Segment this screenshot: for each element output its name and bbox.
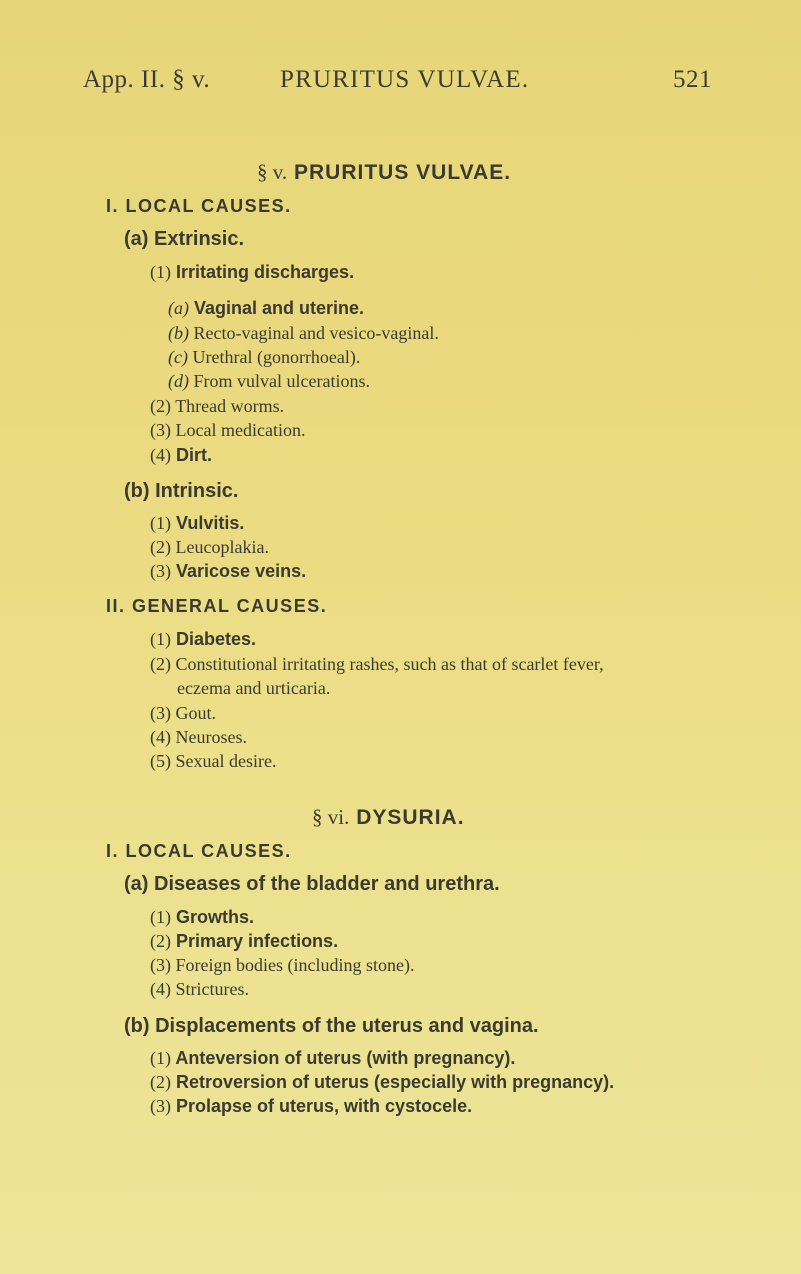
header-title: PRURITUS VULVAE. [280, 66, 530, 93]
item-number: (1) [150, 513, 171, 533]
item-text: Strictures. [175, 979, 249, 999]
item-text: Sexual desire. [175, 751, 277, 771]
item-number: (2) [150, 931, 171, 951]
item-number: (2) [150, 537, 171, 557]
item-text: Growths. [176, 907, 255, 927]
bladder-item-3 [150, 955, 414, 976]
item-number: (3) [150, 955, 171, 975]
subitem-letter: (b) [168, 323, 189, 343]
section-vi-title-text: DYSURIA. [356, 806, 465, 829]
subitem-text: Urethral (gonorrhoeal). [192, 347, 361, 367]
subitem-c [168, 347, 360, 368]
general-item-3 [150, 703, 216, 724]
item-number: (4) [150, 727, 171, 747]
subitem-a [168, 298, 364, 319]
item-number: (3) [150, 420, 171, 440]
item-number: (4) [150, 979, 171, 999]
item-text: Leucoplakia. [175, 537, 269, 557]
subitem-text: Recto-vaginal and vesico-vaginal. [193, 323, 439, 343]
item-number: (4) [150, 445, 171, 465]
subitem-letter: (a) [168, 298, 189, 318]
bladder-item-2 [150, 931, 338, 952]
item-number: (3) [150, 703, 171, 723]
general-item-5 [150, 751, 276, 772]
bladder-item-4 [150, 979, 249, 1000]
item-text: Irritating discharges. [176, 262, 355, 282]
subitem-letter: (c) [168, 347, 188, 367]
subitem-text: From vulval ulcerations. [193, 371, 370, 391]
uterus-heading: (b) Displacements of the uterus and vagina. [124, 1015, 539, 1037]
subitem-d [168, 371, 370, 392]
item-text: Local medication. [175, 420, 306, 440]
bladder-heading: (a) Diseases of the bladder and urethra. [124, 873, 500, 895]
uterus-item-1 [150, 1048, 515, 1069]
item-text: Gout. [175, 703, 216, 723]
general-item-2-continuation: eczema and urticaria. [177, 678, 331, 698]
item-text: Prolapse of uterus, with cystocele. [176, 1096, 473, 1116]
intrinsic-item-2 [150, 537, 269, 558]
item-number: (3) [150, 561, 171, 581]
running-header [0, 66, 801, 106]
item-number: (3) [150, 1096, 171, 1116]
item-text: Retroversion of uterus (especially with pregnancy). [176, 1072, 615, 1092]
item-number: (2) [150, 654, 171, 674]
item-number: (5) [150, 751, 171, 771]
item-number: (1) [150, 262, 171, 282]
uterus-item-2 [150, 1072, 614, 1093]
bladder-item-1 [150, 907, 254, 928]
item-text: Primary infections. [176, 931, 339, 951]
item-text: Thread worms. [175, 396, 285, 416]
extrinsic-item-2 [150, 396, 284, 417]
section-v-title-text: PRURITUS VULVAE. [293, 161, 512, 184]
subitem-b [168, 323, 439, 344]
item-text: Diabetes. [176, 629, 257, 649]
item-number: (1) [150, 907, 171, 927]
general-item-4 [150, 727, 247, 748]
item-number: (1) [150, 1048, 171, 1068]
extrinsic-item-3 [150, 420, 305, 441]
section-vi-title [312, 805, 465, 830]
section-vi-prefix: § vi. [312, 805, 350, 829]
item-text: Foreign bodies (including stone). [175, 955, 415, 975]
item-number: (2) [150, 396, 171, 416]
intrinsic-item-1 [150, 513, 244, 534]
item-text: Varicose veins. [176, 561, 307, 581]
section-v-title [257, 160, 511, 185]
uterus-item-3 [150, 1096, 472, 1117]
dysuria-local-causes-heading: I. LOCAL CAUSES. [106, 841, 292, 861]
extrinsic-item-1 [150, 262, 354, 283]
subitem-letter: (d) [168, 371, 189, 391]
item-text: Dirt. [176, 445, 213, 465]
general-causes-heading: II. GENERAL CAUSES. [106, 596, 328, 616]
item-number: (1) [150, 629, 171, 649]
extrinsic-item-4 [150, 445, 212, 466]
local-causes-heading: I. LOCAL CAUSES. [106, 196, 292, 216]
extrinsic-heading: (a) Extrinsic. [124, 228, 245, 250]
general-item-1 [150, 629, 256, 650]
item-text: Anteversion of uterus (with pregnancy). [175, 1048, 516, 1068]
general-item-2 [150, 654, 604, 675]
item-text: Neuroses. [175, 727, 247, 747]
header-left: App. II. § v. [83, 66, 211, 93]
item-number: (2) [150, 1072, 171, 1092]
subitem-text: Vaginal and uterine. [194, 298, 365, 318]
section-v-prefix: § v. [257, 160, 288, 184]
page-number: 521 [673, 66, 712, 93]
intrinsic-heading: (b) Intrinsic. [124, 480, 239, 502]
intrinsic-item-3 [150, 561, 306, 582]
item-text: Constitutional irritating rashes, such as that of scarlet fever, [175, 654, 604, 674]
item-text: Vulvitis. [176, 513, 245, 533]
